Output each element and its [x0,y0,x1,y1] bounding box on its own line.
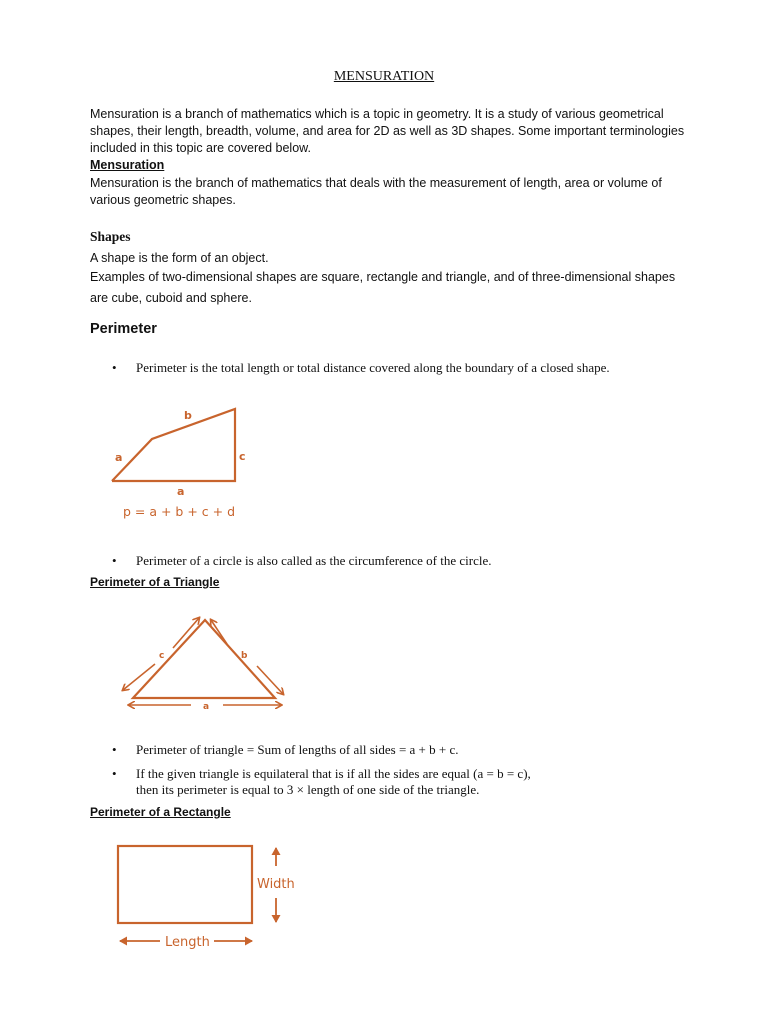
mensuration-definition: Mensuration is the branch of mathematics that deals with the measurement of length, area or volume of various geometric shapes. [90,176,662,207]
bullet-text-line2: then its perimeter is equal to 3 × length of one side of the triangle. [136,782,480,797]
bullet-text: Perimeter of triangle = Sum of lengths of all sides = a + b + c. [136,742,459,757]
label-length: Length [165,935,210,950]
rectangle-outline [118,846,252,923]
triangle-outline [133,620,275,698]
rectangle-heading: Perimeter of a Rectangle [90,805,231,819]
perimeter-formula: p = a + b + c + d [123,504,236,519]
label-b: b [241,651,248,661]
label-c: c [159,651,165,661]
quadrilateral-outline [112,409,235,481]
label-a: a [203,702,210,712]
bullet-text-line1: If the given triangle is equilateral that is if all the sides are equal (a = b = c), [136,766,531,781]
label-width: Width [257,877,295,892]
arrow-b-down [257,666,283,694]
arrow-c-up [173,618,199,648]
bullet-dot: • [112,553,117,568]
rectangle-figure [108,836,308,956]
arrow-b-up [211,620,227,644]
triangle-figure [115,608,295,716]
perimeter-heading: Perimeter [90,321,157,337]
label-b: b [184,409,192,422]
bullet-dot: • [112,742,117,757]
mensuration-heading: Mensuration [90,158,165,172]
label-a-left: a [115,451,123,464]
quadrilateral-figure [100,400,260,525]
shapes-heading: Shapes [90,229,131,244]
bullet-text: Perimeter is the total length or total distance covered along the boundary of a closed shape. [136,360,610,375]
bullet-dot: • [112,766,117,781]
page-title: MENSURATION [333,69,435,84]
shapes-line1: A shape is the form of an object. [90,251,269,265]
arrow-c-down [123,664,155,690]
triangle-heading: Perimeter of a Triangle [90,575,220,589]
intro-paragraph: Mensuration is a branch of mathematics which is a topic in geometry. It is a study of various geometrical shapes, their length, breadth, volume, and area for 2D as well as 3D shapes. Some important terminologies included in this topic are covered below. [90,107,685,155]
label-a-bottom: a [177,485,185,498]
bullet-text: Perimeter of a circle is also called as the circumference of the circle. [136,553,492,568]
label-c: c [239,450,246,463]
bullet-dot: • [112,360,117,375]
shapes-line2: Examples of two-dimensional shapes are square, rectangle and triangle, and of three-dimensional shapes are cube, cuboid and sphere. [90,270,676,305]
